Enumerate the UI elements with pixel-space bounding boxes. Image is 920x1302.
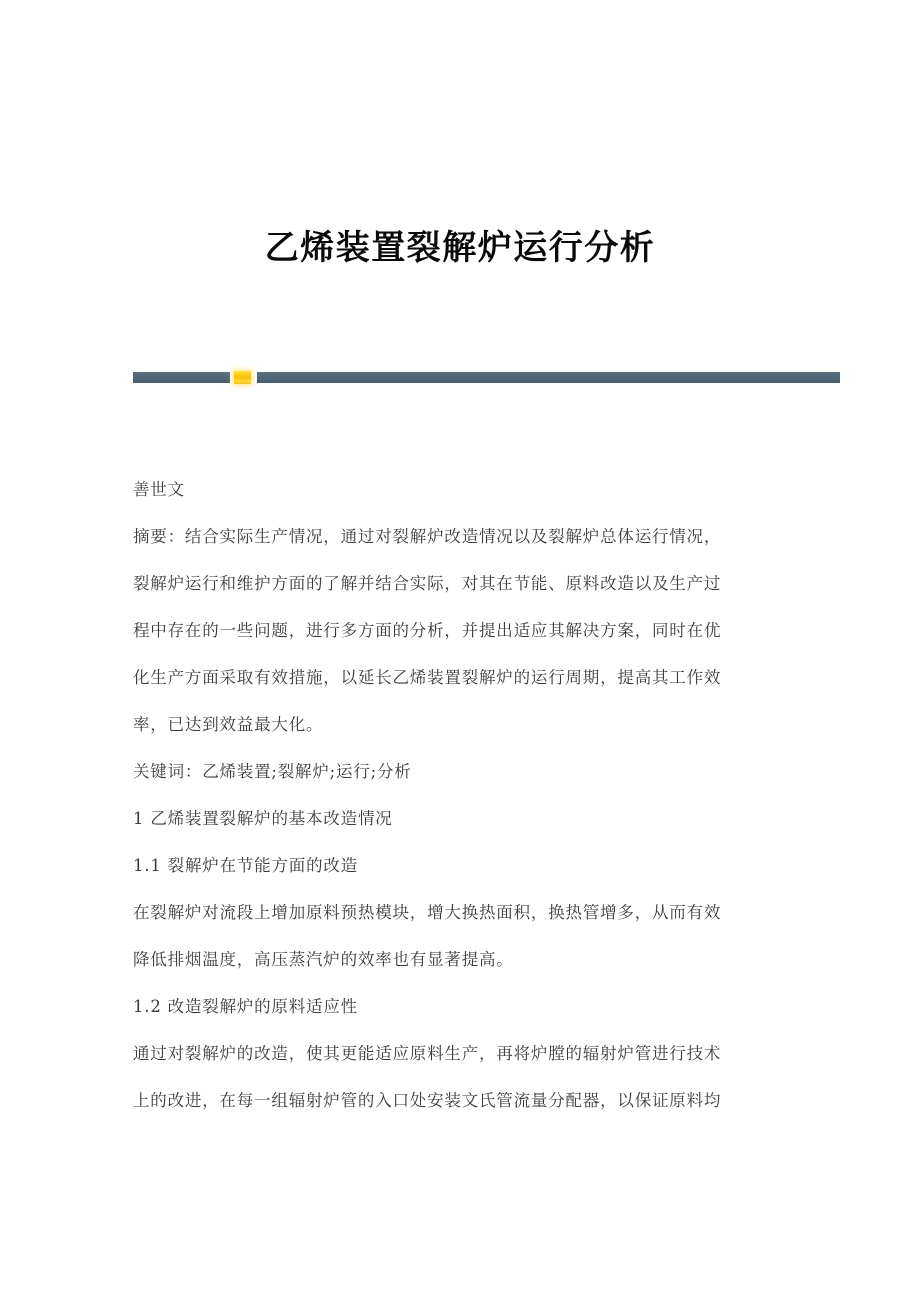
- paragraph-1-line-1: 在裂解炉对流段上增加原料预热模块，增大换热面积，换热管增多，从而有效: [133, 903, 722, 922]
- section-heading-1: 1 乙烯装置裂解炉的基本改造情况: [133, 809, 393, 828]
- abstract-line-3: 程中存在的一些问题，进行多方面的分析，并提出适应其解决方案，同时在优: [133, 621, 722, 640]
- author-line: 善世文: [133, 480, 185, 499]
- decorative-divider: [133, 371, 840, 383]
- keywords-line: 关键词：乙烯装置;裂解炉;运行;分析: [133, 762, 412, 781]
- abstract-line-4: 化生产方面采取有效措施，以延长乙烯装置裂解炉的运行周期，提高其工作效: [133, 668, 722, 687]
- abstract-line-5: 率，已达到效益最大化。: [133, 715, 324, 734]
- section-heading-1-1: 1.1 裂解炉在节能方面的改造: [133, 856, 358, 875]
- divider-marker-icon: [234, 371, 251, 384]
- page-title: 乙烯装置裂解炉运行分析: [264, 227, 656, 268]
- divider-bar-right: [257, 372, 840, 383]
- abstract-line-2: 裂解炉运行和维护方面的了解并结合实际，对其在节能、原料改造以及生产过: [133, 574, 722, 593]
- abstract-line-1: 摘要：结合实际生产情况，通过对裂解炉改造情况以及裂解炉总体运行情况，: [133, 527, 722, 546]
- paragraph-2-line-1: 通过对裂解炉的改造，使其更能适应原料生产，再将炉膛的辐射炉管进行技术: [133, 1044, 722, 1063]
- document-body: [133, 466, 851, 1124]
- paragraph-2-line-2: 上的改进，在每一组辐射炉管的入口处安装文氏管流量分配器，以保证原料均: [133, 1091, 722, 1110]
- divider-bar-left: [133, 372, 230, 383]
- section-heading-1-2: 1.2 改造裂解炉的原料适应性: [133, 997, 358, 1016]
- paragraph-1-line-2: 降低排烟温度，高压蒸汽炉的效率也有显著提高。: [133, 950, 514, 969]
